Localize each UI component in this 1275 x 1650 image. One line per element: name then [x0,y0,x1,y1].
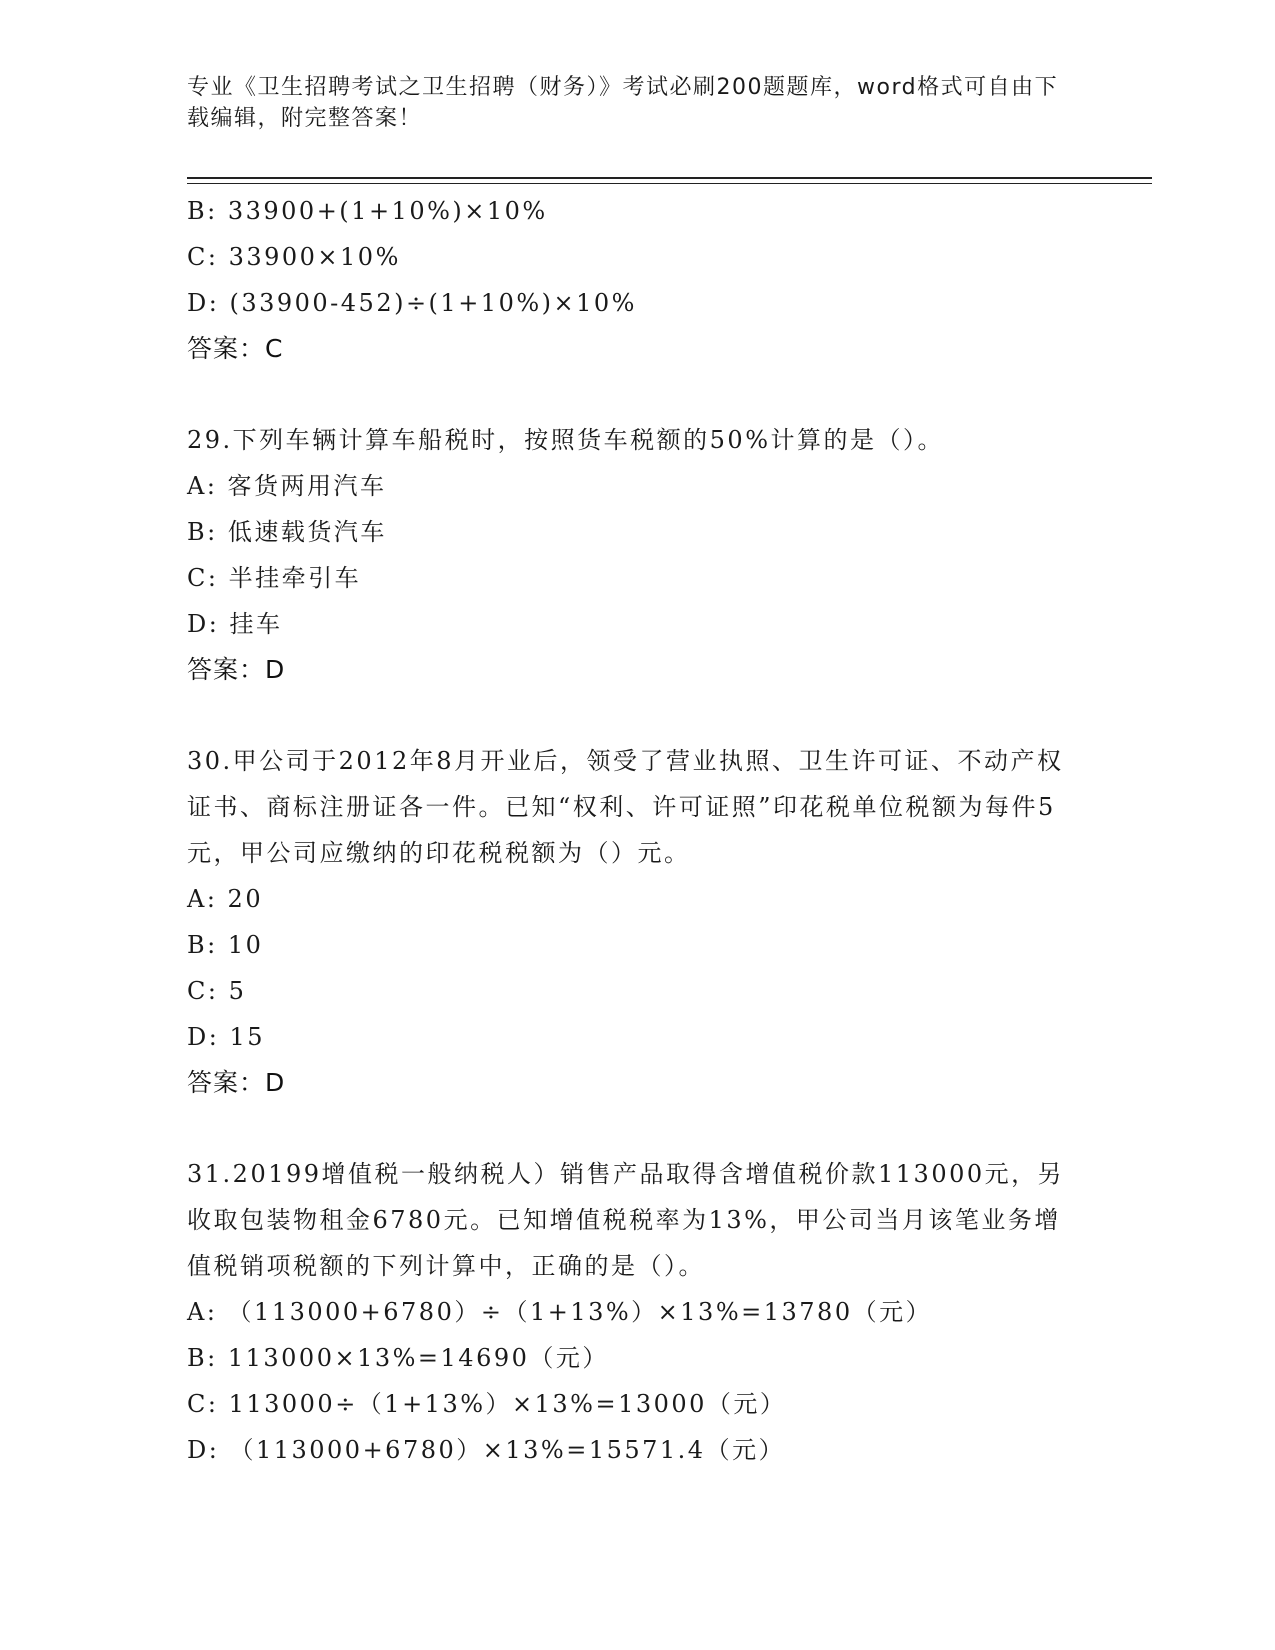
option-d: D: 15 [187,1023,265,1051]
answer: 答案：D [187,655,286,684]
question-29 [187,417,1087,693]
question-stem: 30.甲公司于2012年8月开业后，领受了营业执照、卫生许可证、不动产权证书、商标注册证各一件。已知“权利、许可证照”印花税单位税额为每件5元，甲公司应缴纳的印花税税额为（）元。 [187,747,1064,867]
question-stem: 29.下列车辆计算车船税时，按照货车税额的50%计算的是（）。 [187,426,945,454]
option-d: D: （113000+6780）×13%=15571.4（元） [187,1436,786,1464]
question-31 [187,1151,1087,1473]
option-c: C: 33900×10% [187,243,401,271]
option-d: D: (33900-452)÷(1+10%)×10% [187,289,637,317]
option-b: B: 低速载货汽车 [187,518,387,546]
answer: 答案：D [187,1068,286,1097]
option-b: B: 10 [187,931,264,959]
question-stem: 31.20199增值税一般纳税人）销售产品取得含增值税价款113000元，另收取包装物租金6780元。已知增值税税率为13%，甲公司当月该笔业务增值税销项税额的下列计算中，正确的是（）。 [187,1160,1065,1280]
header-divider [187,177,1152,179]
question-content [187,188,1087,1473]
option-d: D: 挂车 [187,610,283,638]
answer: 答案：C [187,334,284,363]
option-a: A: （113000+6780）÷（1+13%）×13%=13780（元） [187,1298,933,1326]
option-c: C: 5 [187,977,247,1005]
header-divider-thin [187,183,1152,184]
page-header: 专业《卫生招聘考试之卫生招聘（财务）》考试必刷200题题库，word格式可自由下载编辑，附完整答案！ [187,75,1059,131]
option-c: C: 113000÷（1+13%）×13%=13000（元） [187,1390,787,1418]
option-b: B: 113000×13%=14690（元） [187,1344,609,1372]
option-a: A: 20 [187,885,264,913]
question-28-continued [187,188,1087,372]
option-a: A: 客货两用汽车 [187,472,387,500]
question-30 [187,738,1087,1106]
option-b: B: 33900+(1+10%)×10% [187,197,548,225]
option-c: C: 半挂牵引车 [187,564,362,592]
